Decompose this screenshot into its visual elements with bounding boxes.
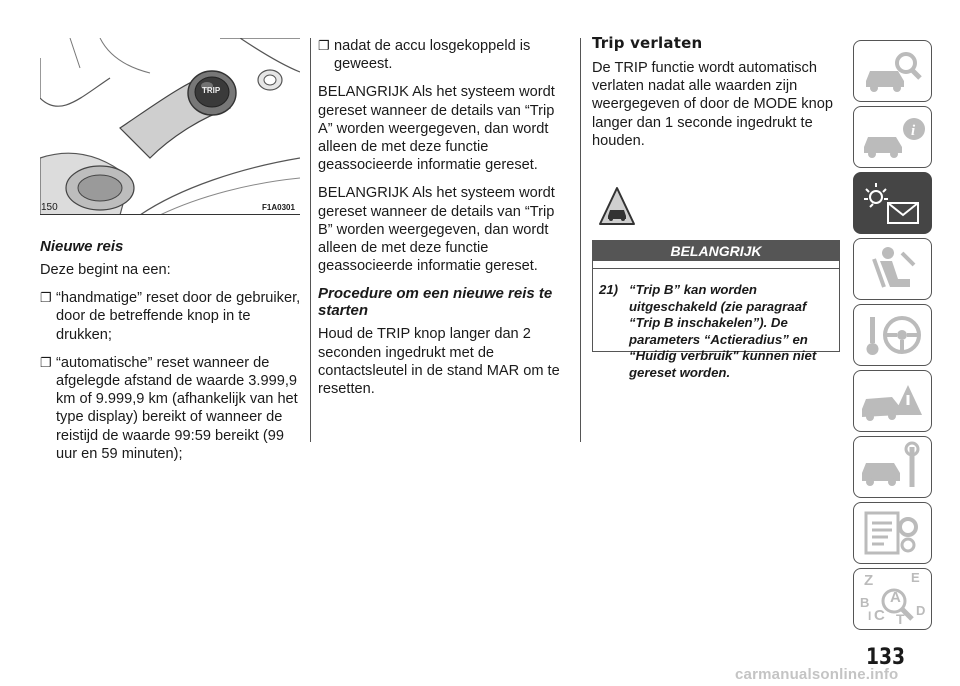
paragraph-procedure: Houd de TRIP knop langer dan 2 seconden ingedrukt met de contactsleutel in de stand MAR om te resetten. — [318, 326, 560, 398]
tab-emergency[interactable] — [853, 370, 932, 432]
intro-text: Deze begint na een: — [40, 262, 171, 278]
tab-safety[interactable] — [853, 238, 932, 300]
checkbox-bullet-icon: ❐ — [318, 38, 330, 53]
warning-title: BELANGRIJK — [670, 243, 762, 259]
checkbox-bullet-icon: ❐ — [40, 290, 52, 306]
figure-caption-bar — [40, 214, 300, 215]
index-letter: Z — [864, 572, 874, 589]
tab-maintenance[interactable] — [853, 436, 932, 498]
watermark: carmanualsonline.info — [735, 666, 899, 683]
warning-title-bar — [593, 241, 839, 261]
index-letter: E — [911, 570, 920, 585]
car-info-icon — [854, 107, 931, 167]
column-1 — [40, 238, 302, 473]
section-heading-procedure: Procedure om een nieuwe reis te starten — [318, 285, 553, 320]
paragraph-trip-a: BELANGRIJK Als het systeem wordt gereset wanneer de details van “Trip A” worden weergegeven, dan wordt alleen de met deze functie geassocieerde informatie gereset. — [318, 84, 555, 174]
index-letter: I — [868, 609, 872, 623]
svg-text:i: i — [911, 123, 916, 139]
column-3 — [592, 34, 838, 160]
warning-box — [592, 240, 840, 380]
list-gear-icon — [854, 503, 931, 563]
warning-light-message-icon — [854, 173, 931, 233]
warning-item — [593, 269, 839, 382]
tab-technical-data[interactable] — [853, 502, 932, 564]
section-heading-nieuwe-reis: Nieuwe reis — [40, 238, 124, 255]
figure-number: 150 — [41, 202, 58, 213]
list-item: ❐ “automatische” reset wanneer de afgelegde afstand de waarde 3.999,9 km of 9.999,9 km (afhankelijk van het type display) bereikt of wanneer de reistijd de waarde 99:59 bereikt (99 uur en 59 minuten); — [40, 354, 298, 462]
tab-starting-driving[interactable] — [853, 304, 932, 366]
warning-car-icon — [598, 186, 636, 228]
car-wrench-icon — [854, 437, 931, 497]
index-letter: B — [860, 595, 870, 610]
paragraph-trip-b: BELANGRIJK Als het systeem wordt gereset wanneer de details van “Trip B” worden weergegeven, dan wordt alleen de met deze functie geassocieerde informatie gereset. — [318, 185, 555, 275]
figure-trip-button — [40, 38, 300, 215]
tab-warning-lights[interactable] — [853, 172, 932, 234]
section-heading-trip-verlaten: Trip verlaten — [592, 34, 703, 52]
column-2 — [318, 37, 568, 408]
page-number: 133 — [866, 645, 906, 670]
list-item: ❐ nadat de accu losgekoppeld is geweest. — [318, 38, 531, 73]
warning-text: “Trip B” kan worden uitgeschakeld (zie paragraaf “Trip B inschakelen”). De parameters “Actieradius” en “Huidig verbruik" kunnen niet gereset worden. — [629, 282, 817, 380]
paragraph-trip-verlaten: De TRIP functie wordt automatisch verlaten nadat alle waarden zijn weergegeven of door de MODE knop langer dan 1 seconde ingedrukt te houden. — [592, 60, 833, 149]
tab-index[interactable] — [853, 568, 932, 630]
dashboard-illustration — [40, 38, 300, 215]
checkbox-bullet-icon: ❐ — [40, 354, 52, 370]
column-divider — [310, 38, 311, 442]
steering-key-icon — [854, 305, 931, 365]
index-letter: D — [916, 603, 926, 618]
list-item: ❐ “handmatige” reset door de gebruiker, door de betreffende knop in te drukken; — [40, 290, 301, 343]
tab-car-search[interactable] — [853, 40, 932, 102]
index-letter: C — [874, 607, 885, 624]
trip-button-label: TRIP — [202, 86, 221, 95]
index-letter: T — [896, 611, 905, 627]
warning-number: 21) — [599, 282, 619, 297]
tab-car-info[interactable] — [853, 106, 932, 168]
column-divider — [580, 38, 581, 442]
car-breakdown-icon — [854, 371, 931, 431]
car-search-icon — [854, 41, 931, 101]
figure-code: F1A0301 — [262, 203, 295, 212]
seat-airbag-icon — [854, 239, 931, 299]
index-letter: A — [890, 589, 901, 606]
